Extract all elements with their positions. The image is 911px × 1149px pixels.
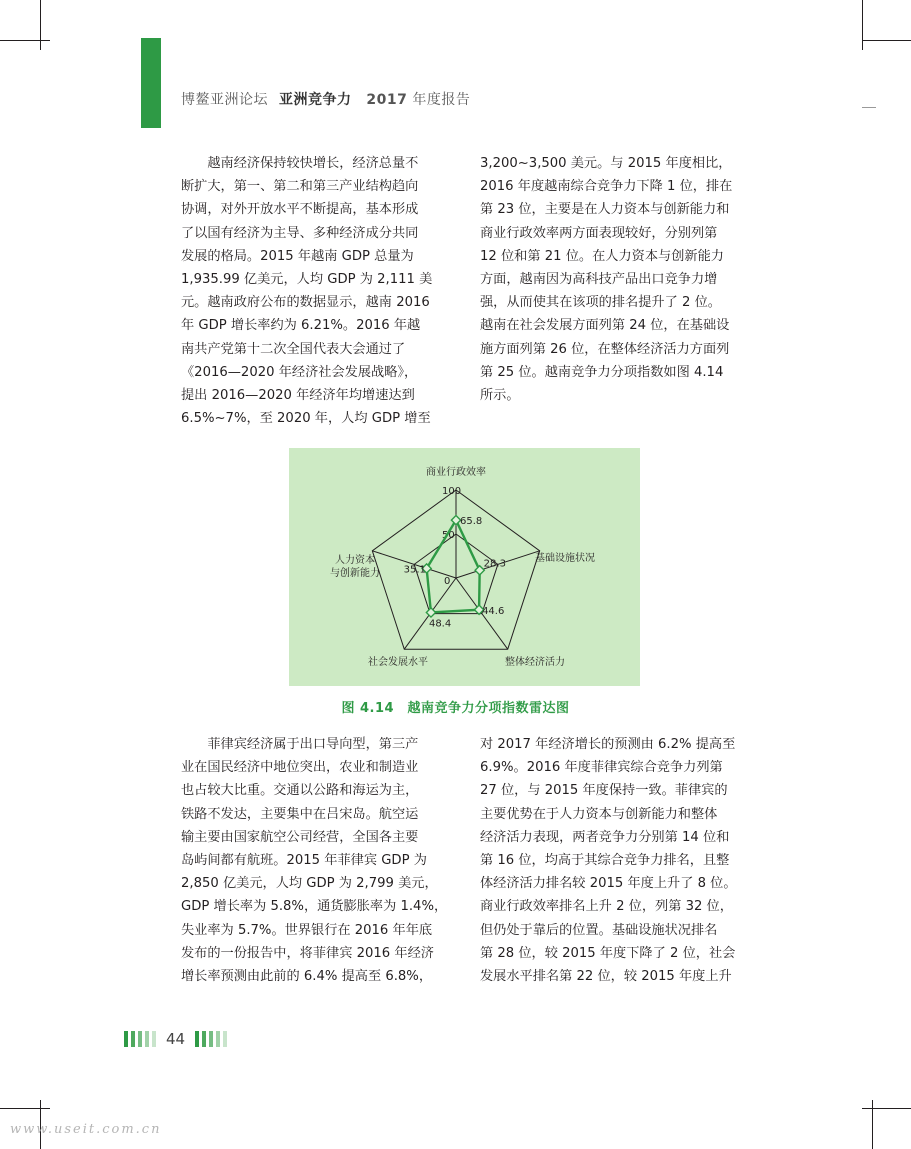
stripe-decoration-left — [124, 1031, 156, 1047]
text-line: 第 16 位，均高于其综合竞争力排名，且整 — [480, 853, 730, 869]
text-line: 断扩大，第一、第二和第三产业结构趋向 — [181, 179, 419, 195]
crop-mark — [862, 40, 911, 41]
radar-value-label: 65.8 — [460, 516, 483, 528]
text-line: 6.9%。2016 年度菲律宾综合竞争力列第 — [480, 760, 723, 776]
stripe — [131, 1031, 135, 1047]
text-line: 元。越南政府公布的数据显示，越南 2016 — [181, 295, 430, 311]
radar-axis-label: 人力资本 — [335, 555, 375, 566]
radar-axis-label: 整体经济活力 — [505, 657, 565, 668]
radar-scale-tick: 0 — [444, 576, 451, 587]
radar-scale-tick: 50 — [442, 530, 455, 541]
radar-chart — [289, 448, 640, 686]
text-line: 体经济活力排名较 2015 年度上升了 8 位。 — [480, 876, 737, 892]
text-line: 越南经济保持较快增长，经济总量不 — [181, 156, 419, 171]
watermark: www.useit.com.cn — [10, 1122, 162, 1137]
header-report: 年度报告 — [412, 92, 471, 108]
figure-caption: 图 4.14 越南竞争力分项指数雷达图 — [341, 701, 570, 716]
text-line: 越南在社会发展方面列第 24 位，在基础设 — [480, 318, 730, 334]
text-line: 菲律宾经济属于出口导向型，第三产 — [181, 737, 419, 752]
text-line: 强，从而使其在该项的排名提升了 2 位。 — [480, 295, 721, 311]
text-line: 但仍处于靠后的位置。基础设施状况排名 — [480, 922, 718, 938]
text-line: 南共产党第十二次全国代表大会通过了 — [181, 341, 406, 357]
radar-axis-label: 基础设施状况 — [535, 553, 595, 564]
radar-axis-label: 商业行政效率 — [426, 467, 486, 478]
crop-mark — [40, 0, 41, 50]
text-line: 主要优势在于人力资本与创新能力和整体 — [480, 806, 718, 822]
text-line: 3,200~3,500 美元。与 2015 年度相比， — [480, 156, 732, 171]
header-year: 2017 — [366, 92, 408, 108]
text-line: 方面，越南因为高科技产品出口竞争力增 — [480, 272, 718, 288]
text-line: 施方面列第 26 位，在整体经济活力方面列 — [480, 341, 730, 357]
stripe — [145, 1031, 149, 1047]
stripe — [223, 1031, 227, 1047]
text-line: 第 23 位，主要是在人力资本与创新能力和 — [480, 202, 730, 218]
stripe — [195, 1031, 199, 1047]
text-line: 第 25 位。越南竞争力分项指数如图 4.14 — [480, 364, 724, 380]
stripe — [216, 1031, 220, 1047]
text-line: 第 28 位，较 2015 年度下降了 2 位，社会 — [480, 945, 736, 961]
radar-value-label: 48.4 — [428, 618, 452, 630]
text-line: 也占较大比重。交通以公路和海运为主， — [181, 783, 419, 799]
text-line: 12 位和第 21 位。在人力资本与创新能力 — [480, 248, 724, 264]
running-header — [181, 89, 470, 109]
section2-right-column — [480, 733, 753, 988]
text-line: GDP 增长率为 5.8%，通货膨胀率为 1.4%， — [181, 899, 448, 915]
stripe — [202, 1031, 206, 1047]
section1-right-column — [480, 152, 753, 407]
radar-point — [426, 608, 435, 617]
text-line: 协调，对外开放水平不断提高，基本形成 — [181, 202, 419, 218]
text-line: 提出 2016—2020 年经济年均增速达到 — [181, 388, 415, 404]
text-line: 6.5%~7%，至 2020 年，人均 GDP 增至 — [181, 411, 431, 427]
text-line: 经济活力表现，两者竞争力分别第 14 位和 — [480, 829, 730, 845]
radar-axis-label: 社会发展水平 — [368, 657, 428, 668]
page-footer — [124, 1030, 227, 1048]
text-line: 发布的一份报告中，将菲律宾 2016 年经济 — [181, 945, 434, 961]
text-line: 2016 年度越南综合竞争力下降 1 位，排在 — [480, 179, 733, 195]
text-line: 27 位，与 2015 年度保持一致。菲律宾的 — [480, 783, 728, 799]
radar-scale-tick: 100 — [442, 486, 462, 497]
text-line: 2,850 亿美元，人均 GDP 为 2,799 美元， — [181, 876, 438, 892]
text-line: 年 GDP 增长率约为 6.21%。2016 年越 — [181, 318, 421, 334]
text-line: 1,935.99 亿美元，人均 GDP 为 2,111 美 — [181, 272, 433, 288]
radar-axis-label: 与创新能力 — [330, 568, 380, 579]
radar-chart-svg — [289, 448, 640, 686]
page-number: 44 — [166, 1030, 186, 1048]
crop-mark — [0, 40, 50, 41]
crop-mark — [0, 1108, 50, 1109]
text-line: 发展水平排名第 22 位，较 2015 年度上升 — [480, 969, 732, 985]
text-line: 《2016—2020 年经济社会发展战略》， — [181, 364, 418, 380]
text-line: 了以国有经济为主导、多种经济成分共同 — [181, 225, 419, 241]
section2-left-column — [181, 733, 451, 988]
section1-left-column — [181, 152, 451, 430]
crop-mark — [862, 0, 863, 50]
stripe — [124, 1031, 128, 1047]
crop-mark — [862, 1108, 911, 1109]
text-line: 输主要由国家航空公司经营，全国各主要 — [181, 829, 419, 845]
text-line: 业在国民经济中地位突出，农业和制造业 — [181, 760, 419, 776]
text-line: 所示。 — [480, 388, 520, 404]
text-line: 铁路不发达，主要集中在吕宋岛。航空运 — [181, 806, 419, 822]
header-forum: 博鳌亚洲论坛 — [181, 92, 268, 108]
text-line: 岛屿间都有航班。2015 年菲律宾 GDP 为 — [181, 853, 427, 869]
text-line: 发展的格局。2015 年越南 GDP 总量为 — [181, 248, 414, 264]
text-line: 商业行政效率两方面表现较好，分别列第 — [480, 225, 718, 241]
header-rule — [862, 107, 876, 108]
radar-value-label: 28.3 — [483, 558, 506, 570]
header-title: 亚洲竞争力 — [278, 92, 352, 108]
text-line: 失业率为 5.7%。世界银行在 2016 年年底 — [181, 922, 433, 938]
stripe — [138, 1031, 142, 1047]
radar-value-label: 44.6 — [482, 605, 505, 617]
stripe-decoration-right — [195, 1031, 227, 1047]
text-line: 增长率预测由此前的 6.4% 提高至 6.8%， — [181, 969, 433, 985]
text-line: 对 2017 年经济增长的预测由 6.2% 提高至 — [480, 737, 736, 752]
text-line: 商业行政效率排名上升 2 位，列第 32 位， — [480, 899, 733, 915]
header-accent-bar — [141, 38, 161, 128]
radar-value-label: 35.1 — [403, 564, 426, 576]
stripe — [209, 1031, 213, 1047]
stripe — [152, 1031, 156, 1047]
